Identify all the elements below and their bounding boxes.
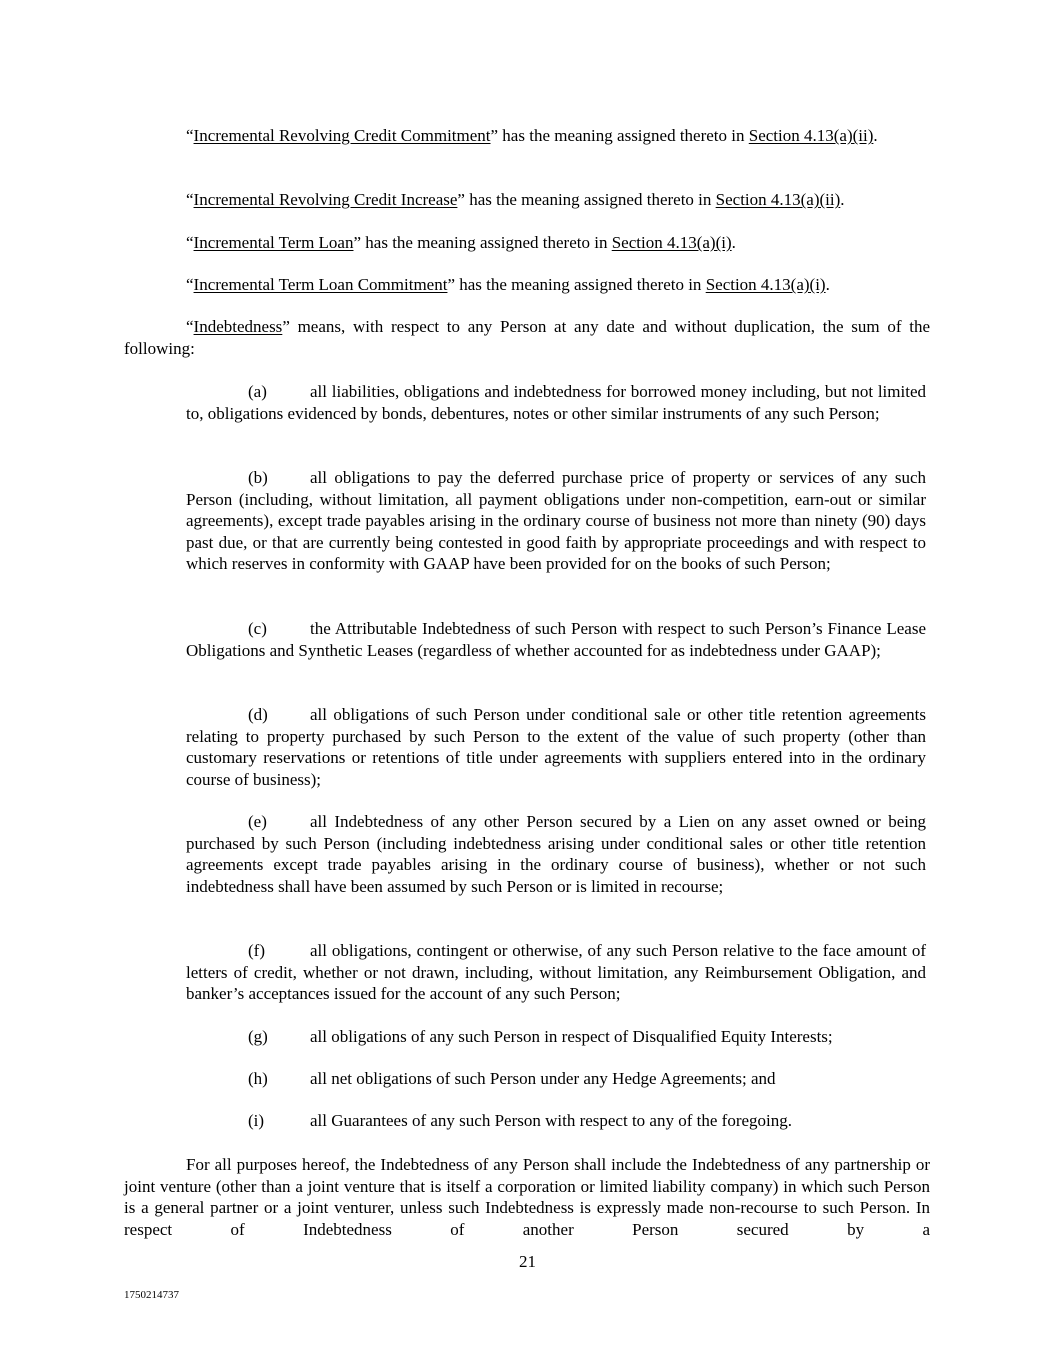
clause-text: the Attributable Indebtedness of such Person with respect to such Person’s Finance Lease Obligations and Synthetic Leases (regardless of whether accounted for as indebtedness under GAAP); <box>186 619 926 660</box>
clause-text: all liabilities, obligations and indebtedness for borrowed money including, but not limited to, obligations evidenced by bonds, debentures, notes or other similar instruments of any such Person; <box>186 382 926 423</box>
defined-term: Incremental Revolving Credit Increase <box>193 190 458 209</box>
defined-term: Incremental Revolving Credit Commitment <box>193 126 491 145</box>
definition-incremental-term-loan: “Incremental Term Loan” has the meaning assigned thereto in Section 4.13(a)(i). <box>186 233 736 252</box>
clause-c <box>186 618 926 661</box>
clause-d <box>186 704 926 790</box>
clause-f <box>186 940 926 1005</box>
clause-label: (d) <box>248 705 268 724</box>
clause-label: (b) <box>248 468 268 487</box>
section-reference: Section 4.13(a)(ii) <box>715 190 841 209</box>
page-number: 21 <box>519 1252 536 1271</box>
clause-a <box>186 381 926 424</box>
section-reference: Section 4.13(a)(i) <box>611 233 732 252</box>
clause-i <box>186 1110 926 1132</box>
clause-label: (a) <box>248 382 267 401</box>
clause-text: all obligations of such Person under conditional sale or other title retention agreements relating to property purchased by such Person to the extent of the value of such property (other than customary reservations or retentions of title under agreements with suppliers entered into in the ordinary course of business); <box>186 705 926 789</box>
defined-term: Indebtedness <box>193 317 283 336</box>
clause-g <box>186 1026 926 1048</box>
definition-indebtedness: “Indebtedness” means, with respect to any Person at any date and without duplication, the sum of the following: <box>124 317 930 358</box>
clause-b <box>186 467 926 575</box>
definition-incremental-revolving-credit-increase: “Incremental Revolving Credit Increase” has the meaning assigned thereto in Section 4.13(a)(ii). <box>186 190 845 209</box>
document-id: 1750214737 <box>124 1289 179 1301</box>
section-reference: Section 4.13(a)(i) <box>705 275 826 294</box>
clause-label: (h) <box>248 1069 268 1088</box>
defined-term: Incremental Term Loan <box>193 233 354 252</box>
clause-text: all Indebtedness of any other Person secured by a Lien on any asset owned or being purchased by such Person (including indebtedness arising under conditional sales or other title retention agreements except trade payables arising in the ordinary course of business), whether or not such indebtedness shall have been assumed by such Person or is limited in recourse; <box>186 812 926 896</box>
clause-text: all obligations, contingent or otherwise, of any such Person relative to the face amount of letters of credit, whether or not drawn, including, without limitation, any Reimbursement Obligation, and banker’s acceptances issued for the account of any such Person; <box>186 941 926 1004</box>
clause-h <box>186 1068 926 1090</box>
clause-text: all net obligations of such Person under any Hedge Agreements; and <box>310 1069 776 1088</box>
clause-label: (i) <box>248 1111 265 1130</box>
definition-incremental-term-loan-commitment: “Incremental Term Loan Commitment” has the meaning assigned thereto in Section 4.13(a)(i). <box>186 275 830 294</box>
section-reference: Section 4.13(a)(ii) <box>748 126 874 145</box>
clause-label: (e) <box>248 812 267 831</box>
clause-label: (f) <box>248 941 265 960</box>
definition-incremental-revolving-credit-commitment: “Incremental Revolving Credit Commitment” has the meaning assigned thereto in Section 4.13(a)(ii). <box>186 126 878 145</box>
defined-term: Incremental Term Loan Commitment <box>193 275 448 294</box>
indebtedness-closing-paragraph: For all purposes hereof, the Indebtedness of any Person shall include the Indebtedness of any partnership or joint venture (other than a joint venture that is itself a corporation or limited liability company) in which such Person is a general partner or a joint venturer, unless such Indebtedness is expressly made non-recourse to such Person. In respect of Indebtedness of another Person secured by a <box>124 1155 930 1239</box>
clause-text: all obligations to pay the deferred purchase price of property or services of any such Person (including, without limitation, all payment obligations under non-competition, earn-out or similar agreements), except trade payables arising in the ordinary course of business not more than ninety (90) days past due, or that are currently being contested in good faith by appropriate proceedings and with respect to which reserves in conformity with GAAP have been provided for on the books of such Person; <box>186 468 926 574</box>
clause-text: all Guarantees of any such Person with respect to any of the foregoing. <box>310 1111 792 1130</box>
clause-e <box>186 811 926 897</box>
clause-label: (c) <box>248 619 267 638</box>
clause-text: all obligations of any such Person in respect of Disqualified Equity Interests; <box>310 1027 833 1046</box>
clause-label: (g) <box>248 1027 268 1046</box>
